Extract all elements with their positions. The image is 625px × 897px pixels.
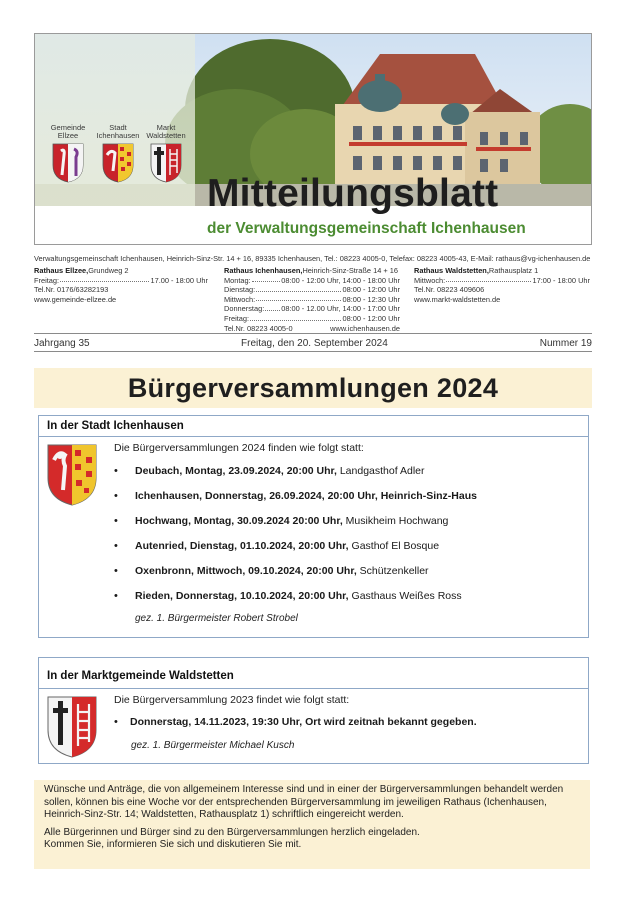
coa-label-waldstetten: Markt Waldstetten bbox=[146, 123, 186, 140]
ellzee-street: Grundweg 2 bbox=[88, 266, 129, 275]
ellzee-website[interactable]: www.gemeinde-ellzee.de bbox=[34, 294, 117, 304]
issue-date: Freitag, den 20. September 2024 bbox=[241, 338, 388, 349]
ichenhausen-hours-time: 08:00 - 12:00 Uhr bbox=[342, 285, 400, 295]
section-waldstetten: In der Marktgemeinde Waldstetten Die Bürgerversammlung 2023 findet wie folgt statt: • Donnerstag, 14.11.2023, 19:30 Uhr, Ort wird zeitnah bekannt gegeben. gez. 1. Bürgermeister Michael Kusch bbox=[38, 657, 589, 764]
event-date-place: Autenried, Dienstag, 01.10.2024, 20:00 Uhr, bbox=[135, 540, 349, 552]
ellzee-hours-time: 17.00 - 18:00 Uhr bbox=[150, 275, 208, 285]
waldstetten-heading: Rathaus Waldstetten, bbox=[414, 266, 489, 275]
ellzee-phone: Tel.Nr. 0176/63282193 bbox=[34, 285, 109, 295]
ichenhausen-coat-of-arms-icon bbox=[47, 444, 97, 506]
note-invitation-line: Alle Bürgerinnen und Bürger sind zu den Bürgerversammlungen herzlich eingeladen. bbox=[44, 826, 420, 838]
ichenhausen-heading: Rathaus Ichenhausen, bbox=[224, 266, 303, 275]
event-venue: Musikheim Hochwang bbox=[342, 515, 449, 527]
ellzee-shield-icon bbox=[52, 143, 84, 183]
note-paragraph-invitation bbox=[44, 827, 580, 852]
coa-ellzee bbox=[43, 122, 93, 188]
section-title: In der Stadt Ichenhausen bbox=[47, 420, 184, 432]
ichenhausen-hours-day: Freitag: bbox=[224, 313, 250, 323]
issue-number: Nummer 19 bbox=[539, 338, 592, 349]
issue-volume: Jahrgang 35 bbox=[34, 338, 90, 349]
note-closing-line: Kommen Sie, informieren Sie sich und diskutieren Sie mit. bbox=[44, 839, 302, 851]
publication-title: Mitteilungsblatt bbox=[207, 172, 499, 215]
ellzee-hours-day: Freitag: bbox=[34, 275, 60, 285]
waldstetten-hours-time: 17:00 - 18:00 Uhr bbox=[532, 275, 590, 285]
coa-label-ellzee: Gemeinde Ellzee bbox=[50, 123, 86, 140]
event-venue: Gasthaus Weißes Ross bbox=[348, 590, 462, 602]
ichenhausen-hours-time: 08:00 - 12:00 Uhr bbox=[342, 313, 400, 323]
coa-label-ichenhausen: Stadt Ichenhausen bbox=[96, 123, 140, 140]
ichenhausen-hours-day: Mittwoch: bbox=[224, 294, 256, 304]
ichenhausen-hours-day: Donnerstag: bbox=[224, 304, 265, 314]
ichenhausen-hours-day: Dienstag: bbox=[224, 285, 256, 295]
ichenhausen-shield-icon bbox=[102, 143, 134, 183]
administration-address: Verwaltungsgemeinschaft Ichenhausen, Heinrich-Sinz-Str. 14 + 16, 89335 Ichenhausen, Tel.: 08223 4005-0, Telefax: 08223 4005-43, E-Mail: rathaus@vg-ichenhausen.de bbox=[34, 254, 591, 263]
ellzee-heading: Rathaus Ellzee, bbox=[34, 266, 89, 275]
event-date-place: Rieden, Donnerstag, 10.10.2024, 20:00 Uhr, bbox=[135, 590, 349, 602]
waldstetten-shield-icon bbox=[150, 143, 182, 183]
page-headline: Bürgerversammlungen 2024 bbox=[127, 373, 499, 403]
rathaus-waldstetten-info bbox=[414, 266, 590, 304]
coa-waldstetten bbox=[141, 122, 191, 188]
ichenhausen-street: Heinrich-Sinz-Straße 14 + 16 bbox=[302, 266, 398, 275]
waldstetten-phone: Tel.Nr. 08223 409606 bbox=[414, 285, 485, 295]
event-date-place: Oxenbronn, Mittwoch, 09.10.2024, 20:00 Uhr, bbox=[135, 565, 357, 577]
event-date-place: Donnerstag, 14.11.2023, 19:30 Uhr, Ort wird zeitnah bekannt gegeben. bbox=[130, 716, 477, 728]
mayor-signature: gez. 1. Bürgermeister Michael Kusch bbox=[131, 740, 295, 751]
rathaus-ichenhausen-info bbox=[224, 266, 400, 333]
section-intro: Die Bürgerversammlung 2023 findet wie folgt statt: bbox=[114, 694, 350, 706]
note-paragraph-requests: Wünsche und Anträge, die von allgemeinem Interesse sind und in einer der Bürgerversammlungen behandelt werden sollen, können bis eine Woche vor der entsprechenden Bürgerversammlung im jeweiligen Rathaus (Ichenhausen, Heinrich-Sinz-Str. 14; Waldstetten, Rathausplatz 1) schriftlich eingereicht werden. bbox=[44, 784, 564, 821]
waldstetten-website[interactable]: www.markt-waldstetten.de bbox=[414, 294, 501, 304]
participation-note bbox=[34, 780, 590, 869]
publication-subtitle: der Verwaltungsgemeinschaft Ichenhausen bbox=[207, 220, 526, 237]
event-date-place: Deubach, Montag, 23.09.2024, 20:00 Uhr, bbox=[135, 465, 337, 477]
ichenhausen-phone: Tel.Nr. 08223 4005-0 bbox=[224, 323, 293, 333]
event-date-place: Hochwang, Montag, 30.09.2024 20:00 Uhr, bbox=[135, 515, 343, 527]
waldstetten-street: Rathausplatz 1 bbox=[488, 266, 539, 275]
event-date-place: Ichenhausen, Donnerstag, 26.09.2024, 20:00 Uhr, Heinrich-Sinz-Haus bbox=[135, 490, 477, 502]
headline-box bbox=[34, 368, 592, 408]
section-title: In der Marktgemeinde Waldstetten bbox=[47, 670, 234, 682]
ichenhausen-hours-day: Montag: bbox=[224, 275, 251, 285]
ichenhausen-website[interactable]: www.ichenhausen.de bbox=[330, 323, 400, 333]
event-venue: Landgasthof Adler bbox=[336, 465, 425, 477]
mayor-signature: gez. 1. Bürgermeister Robert Strobel bbox=[135, 613, 298, 624]
issue-info-bar bbox=[34, 333, 592, 352]
masthead-banner bbox=[34, 33, 592, 245]
waldstetten-coat-of-arms-icon bbox=[47, 696, 97, 758]
ichenhausen-hours-time: 08:00 - 12.00 Uhr, 14:00 - 17:00 Uhr bbox=[281, 304, 400, 314]
waldstetten-hours-day: Mittwoch: bbox=[414, 275, 446, 285]
section-intro: Die Bürgerversammlungen 2024 finden wie folgt statt: bbox=[114, 442, 364, 454]
ichenhausen-hours-time: 08:00 - 12:00 Uhr, 14:00 - 18:00 Uhr bbox=[281, 275, 400, 285]
event-venue: Schützenkeller bbox=[356, 565, 429, 577]
rathaus-ellzee-info bbox=[34, 266, 208, 304]
event-venue: Gasthof El Bosque bbox=[348, 540, 440, 552]
section-ichenhausen: In der Stadt Ichenhausen Die Bürgerversammlungen 2024 finden wie folgt statt: • Deubach, Montag, 23.09.2024, 20:00 Uhr, Landgasthof Adler • Ichenhausen, Donnerstag, 26.09.2024, 20:00 Uhr, Heinrich-Sinz-Haus • Hochwang, Montag, 30.09.2024 20:00 Uhr, Musikheim Hochwang • Autenried, Dienstag, 01.10.2024, 20:00 Uhr, Gasthof El Bosque • Oxenbronn, Mittwoch, 09.10.2024, 20:00 Uhr, Schützenkeller • Rieden, Donnerstag, 10.10.2024, 20:00 Uhr, Gasthaus Weißes Ross gez. 1. Bürgermeister Robert Strobel bbox=[38, 415, 589, 638]
ichenhausen-hours-time: 08:00 - 12:30 Uhr bbox=[342, 294, 400, 304]
coa-ichenhausen bbox=[93, 122, 143, 188]
